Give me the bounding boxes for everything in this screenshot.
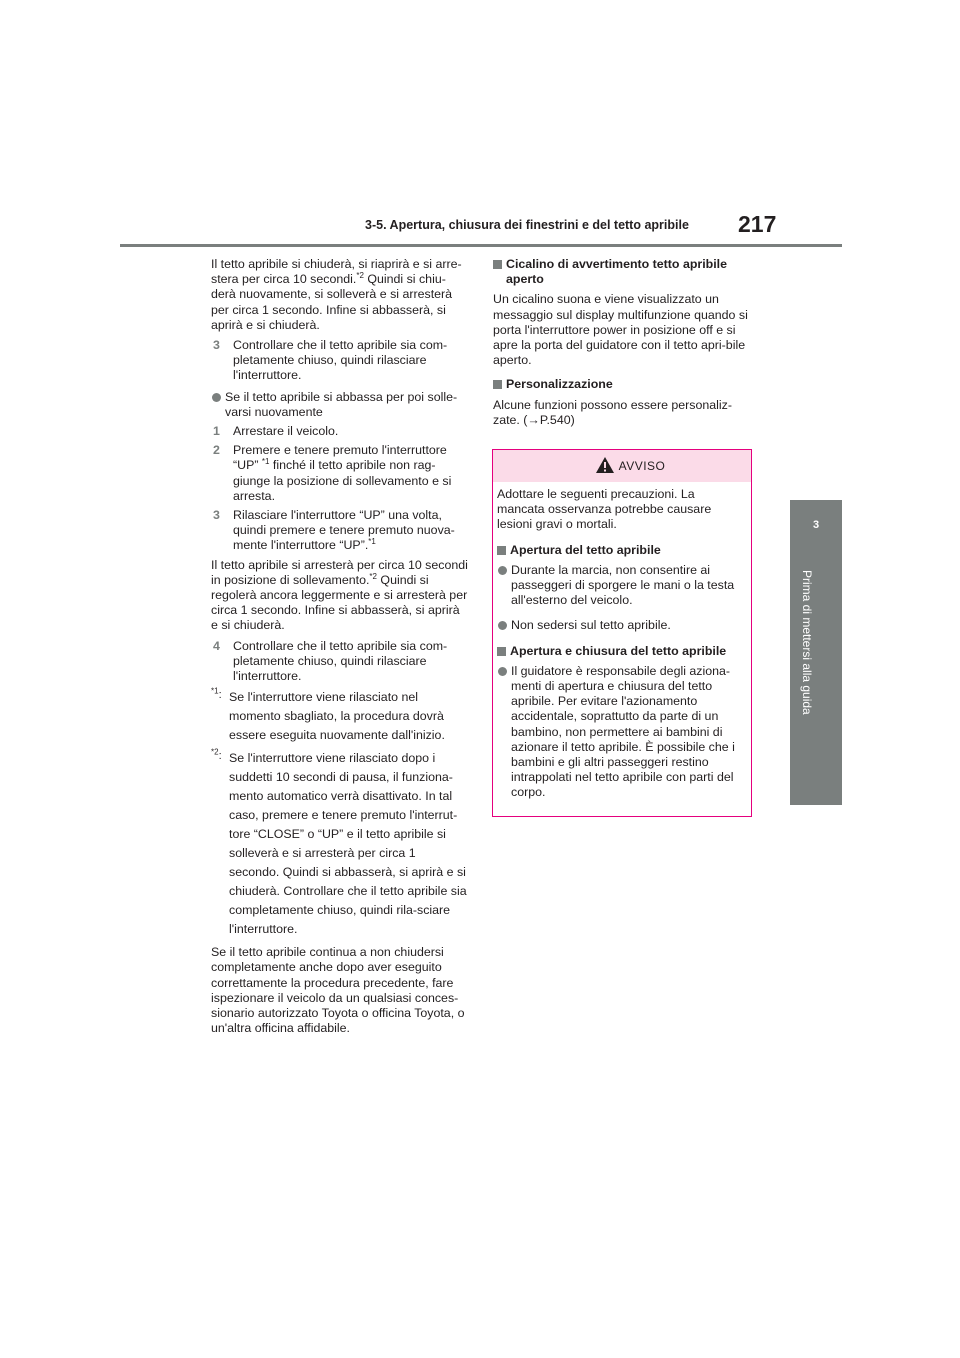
- para-text-a: Il tetto apribile si arresterà per circa 10 secondi in posizione di sollevamento.: [211, 557, 468, 587]
- warning-bullet: [497, 618, 745, 633]
- heading-text: Apertura del tetto apribile: [510, 542, 661, 557]
- paragraph: [211, 558, 469, 634]
- square-bullet-icon: [497, 546, 506, 555]
- bullet-dot-icon: [498, 566, 507, 575]
- chapter-tab-label: Prima di mettersi alla guida: [800, 570, 814, 715]
- left-column: [211, 257, 469, 1042]
- header-rule: [120, 244, 842, 247]
- warning-title-text: AVVISO: [618, 459, 666, 473]
- heading-text: Personalizzazione: [506, 377, 613, 392]
- paragraph: Un cicalino suona e viene visualizzato un messaggio sul display multifunzione quando si porta l'interruttore power in posizione off e si apre la porta del guidatore con il tetto apri-bile aperto.: [493, 292, 748, 368]
- step-number: 1: [213, 424, 220, 439]
- heading-text: Apertura e chiusura del tetto apribile: [510, 643, 727, 658]
- bullet-dot-icon: [498, 667, 507, 676]
- footnote-ref: *2: [369, 571, 377, 581]
- footnote-ref: *1: [368, 537, 376, 547]
- bullet-dot-icon: [498, 621, 507, 630]
- step-text-a: Premere e tenere premuto l'interruttore “UP”: [233, 443, 447, 473]
- step-item: [211, 443, 469, 504]
- warning-heading: [497, 543, 745, 558]
- bullet-heading: [211, 390, 469, 420]
- warning-title: [493, 459, 751, 473]
- footnote-ref: *1: [261, 457, 270, 467]
- bullet-text: Se il tetto apribile si abbassa per poi solle-varsi nuovamente: [225, 389, 458, 419]
- footnote-mark: $^{*1}$:: [211, 686, 222, 702]
- square-bullet-icon: [493, 260, 502, 269]
- warning-header: [493, 450, 751, 482]
- closing-paragraph: Se il tetto apribile continua a non chiudersi completamente anche dopo aver eseguito correttamente la procedura precedente, fare ispezionare il veicolo da un qualsiasi conces-sionario autorizzato Toyota o officina Toyota, o un'altra officina affidabile.: [211, 945, 465, 1036]
- footnote-mark-text: *2: [211, 747, 219, 757]
- bullet-text: Non sedersi sul tetto apribile.: [511, 618, 671, 633]
- warning-body: [497, 487, 745, 811]
- page-number: 217: [738, 211, 777, 237]
- paragraph: Alcune funzioni possono essere personaliz-zate. (→P.540): [493, 397, 733, 427]
- chapter-tab-number: 3: [790, 500, 842, 558]
- para-text-b: Quindi si regolerà ancora leggermente e si arresterà per circa 1 secondo. Infine si abbasserà, si aprirà e si chiuderà.: [211, 572, 468, 633]
- right-column: [493, 257, 751, 433]
- intro-text-a: Il tetto apribile si chiuderà, si riaprirà e si arre-stera per circa 10 secondi.: [211, 257, 462, 287]
- step-text-b: finché il tetto apribile non rag-giunge la posizione di sollevamento e si arresta.: [233, 458, 452, 503]
- step-item: [211, 639, 469, 685]
- warning-bullet: [497, 664, 745, 801]
- step-text: Controllare che il tetto apribile sia com-pletamente chiuso, quindi rilasciare l'interruttore.: [233, 638, 448, 684]
- footnote: [211, 749, 469, 939]
- intro-text-b: Quindi si chiu-derà nuovamente, si solleverà e si arresterà per circa 1 secondo. Infine si abbasserà, si aprirà e si chiuderà.: [211, 272, 453, 332]
- step-item: [211, 338, 469, 384]
- bullet-text: Il guidatore è responsabile degli aziona-menti di apertura e chiusura del tetto apribile. Per evitare l'azionamento accidentale, soprattutto da parte di un bambino, non permettere ai bambini di azionare il tetto apribile. È possibile che i bambini e gli altri passeggeri restino intrappolati nel tetto apribile con parti del corpo.: [511, 663, 735, 800]
- step-text: Controllare che il tetto apribile sia com-pletamente chiuso, quindi rilasciare l'interruttore.: [233, 338, 448, 383]
- square-bullet-icon: [497, 647, 506, 656]
- intro-paragraph: [211, 257, 469, 333]
- section-heading: [493, 257, 751, 287]
- step-number: 2: [213, 443, 220, 458]
- footnote-mark: $^{*2}$:: [211, 747, 222, 763]
- step-text: Rilasciare l'interruttore “UP” una volta, quindi premere e tenere premuto nuova-mente l'interruttore “UP”.: [233, 508, 455, 553]
- warning-bullet: [497, 563, 745, 609]
- footnote-ref: *2: [356, 271, 364, 281]
- bullet-dot-icon: [212, 393, 221, 402]
- section-heading: [493, 377, 751, 392]
- step-number: 3: [213, 508, 220, 523]
- warning-heading: [497, 644, 745, 659]
- bullet-text: Durante la marcia, non consentire ai passeggeri di sporgere le mani o la testa all'esterno del veicolo.: [511, 562, 735, 608]
- footnote: [211, 688, 469, 745]
- warning-intro: Adottare le seguenti precauzioni. La mancata osservanza potrebbe causare lesioni gravi o mortali.: [497, 487, 712, 532]
- square-bullet-icon: [493, 380, 502, 389]
- step-item: [211, 424, 469, 439]
- warning-box: [492, 449, 752, 817]
- heading-text: Cicalino di avvertimento tetto apribile aperto: [506, 257, 728, 287]
- footnote-mark-text: *1: [211, 686, 219, 696]
- step-text: Arrestare il veicolo.: [233, 424, 339, 439]
- step-number: 4: [213, 638, 220, 653]
- running-header: 3-5. Apertura, chiusura dei finestrini e del tetto apribile: [365, 218, 689, 232]
- footnote-text: Se l'interruttore viene rilasciato dopo i suddetti 10 secondi di pausa, il funziona-mento automatico verrà disattivato. In tal caso, premere e tenere premuto l'interrut-tore “CLOSE” o “UP” e il tetto apribile si solleverà e si arresterà per circa 1 secondo. Quindi si abbasserà, si aprirà e si chiuderà. Controllare che il tetto apribile sia completamente chiuso, quindi rila-sciare l'interruttore.: [229, 751, 467, 937]
- footnote-text: Se l'interruttore viene rilasciato nel momento sbagliato, la procedura dovrà essere eseguita nuovamente dall'inizio.: [229, 690, 445, 743]
- step-number: 3: [213, 338, 220, 353]
- step-item: [211, 508, 469, 554]
